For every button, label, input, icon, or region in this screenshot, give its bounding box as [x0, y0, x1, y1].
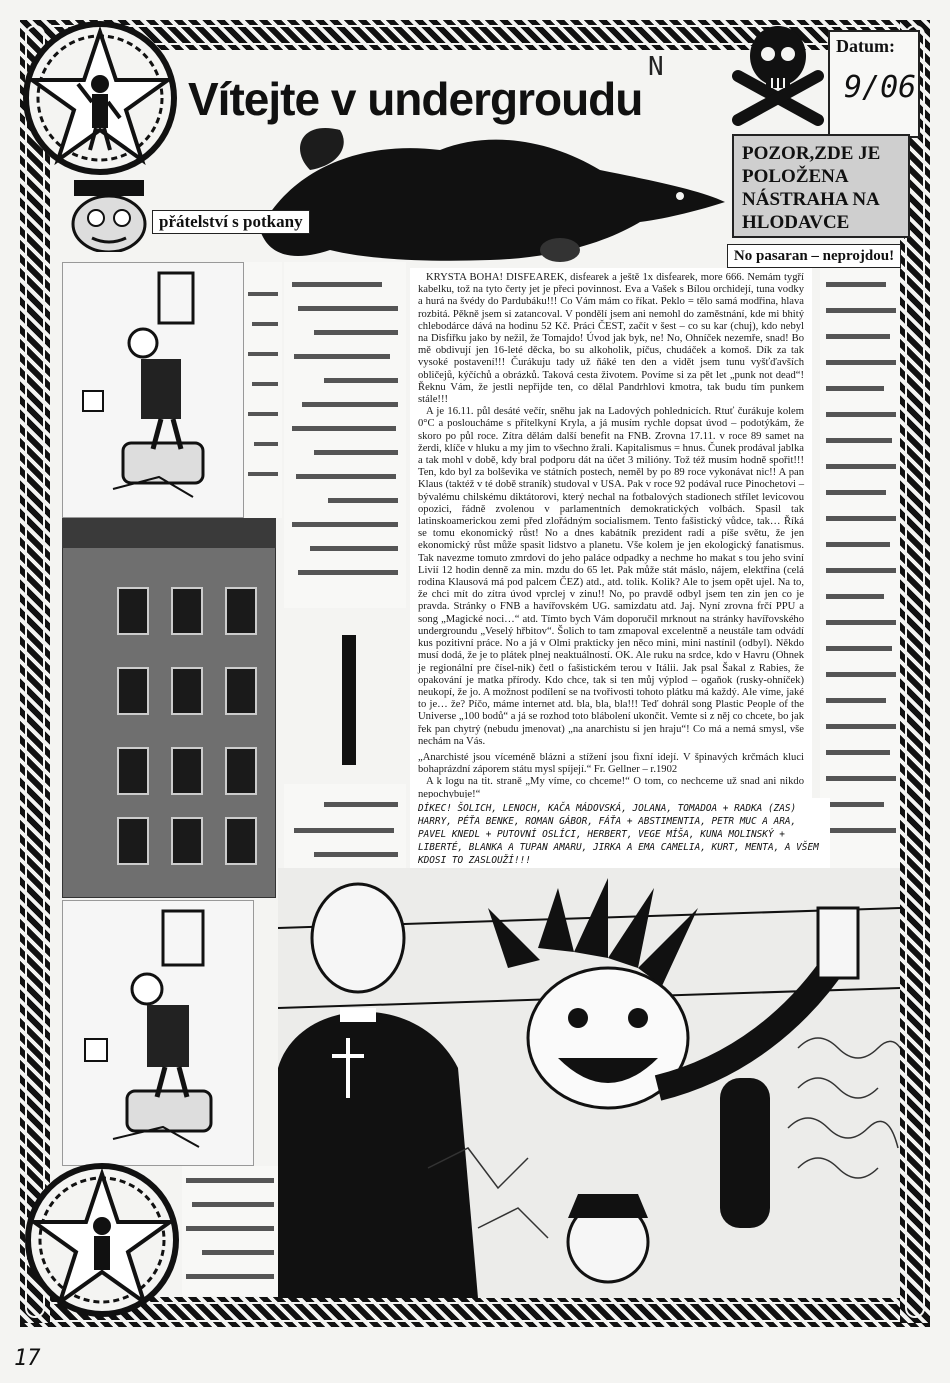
page-title: Vítejte v undergroudu [188, 73, 643, 125]
mirrored-text-strip [244, 262, 282, 518]
punk-priest-illustration [278, 868, 900, 1298]
article-quote: „Anarchisté jsou víceméně blázni a stížení jsou fixní idejí. V špinavých krčmách kluci bohaprázdní záporem státu mysl spíjejí.“ Fr. Gellner – r.1902 [418, 751, 804, 776]
article-closing: A k logu na tit. straně „My víme, co chceme!“ O tom, co nechceme už snad ani nikdo nepochybuje!“ [418, 776, 804, 798]
celtic-border-left [20, 20, 50, 1323]
date-label: Datum: [836, 36, 895, 56]
friendship-label: přátelství s potkany [152, 210, 310, 234]
slogan-label: No pasaran – neprojdou! [727, 244, 901, 268]
star-emblem-bottom-icon [22, 1160, 182, 1320]
star-emblem-icon [20, 18, 180, 178]
date-value: 9/06 [844, 70, 917, 105]
thanks-note: DÍKEC! ŠOLICH, LENOCH, KAČA MÁDOVSKÁ, JOLANA, TOMADOA + RADKA (ZAS) HARRY, PÉŤA BENKE, ROMAN GÁBOR, FÁŤA + ABSTIMENTIA, PETR MUC A ARA, PAVEL KNEDL + PUTOVNÍ OSLÍCI, HERBERT, VEGE MÍŠA, KUNA MOLINSKÝ + LIBERTÉ, BLANKA A TUPAN AMARU, JIRKA A EMA CAMELIA, KURT, MENTA, A VŠEM KDOSI TO ZASLOUŽÍ!!! [410, 798, 830, 870]
article-body [410, 268, 812, 798]
date-box [828, 30, 920, 138]
title-correction: N [648, 52, 664, 82]
cartoon-face [64, 180, 154, 252]
mirrored-text-right [820, 268, 900, 868]
mirrored-text-column [284, 262, 406, 608]
warning-box: POZOR,ZDE JE POLOŽENA NÁSTRAHA NA HLODAVCE [732, 134, 910, 238]
article-paragraph-2: A je 16.11. půl desáté večír, sněhu jak na Ladových pohlednicích. Rtuť čurákuje kolem 0°C a posloucháme s přítelkyní Kryla, a já musím rychle dopsat úvod – podotýkám, že skoro po půl roce. Zítra dělám další benefit na FNB. Zrovna 17.11. v roce 89 samet na žerdi, klíče v hluku a my jim to všechno žrali. Kapitalismus = hnus. Čunek prodával jablka a tak mohl v době, kdy bral podporu dát na účet 3 milióny. Tož též musím hodně spořit!!! Ten, kdo byl za bolševika ve státních postech, neměl by po 89 roce vykonávat nic!! A pan Klaus (taktéž v té době straník) studoval v USA. Pak v roce 92 podával ruce Pinochetovi – bývalému chilskému diktátorovi, který nechal na fotbalových stadionech střílet levicovou opozici, řádně zvolenou v parlamentních demokratických volbách. Spasil tak latinskoamerickou zemi před zlořádným socialismem. Tento fašistický vůdce, tak… Říká se tomu ekonomický růst! No a dnes kabátník prezident radí a píše světu, že jen ekonomický růst může spasit lidstvo a planetu. Vše kolem je jen ekologický fanatismus. Tak navezme tomuto zmrdovi do jeho paláce odpadky a nechme ho makat s tou jeho sviní Livií 12 hodin denně za min. mzdu do 65 let. Pak může stát máslo, nájem, elektřina (celá rodina Klausová má pod palcem ČEZ) atd., atd. tolik. Kolik? Ale to jsem opět ujel. Na to, že chci mít do zítra úvod vprclej v zinu!! No, po pravdě odbyl jsem ten zin jen co je pravda. Stránky o FNB a havířovském UG. samizdatu atd. Jaj. Nyní zrovna frčí PPU a song „Magické noci…“ atd. Tímto bych Vám doporučil mrknout na stránky havířovského undergroundu „Veselý hřbitov“. Šolich to tam zmapoval excelentně a neustále tam odvádí kus pozitivní práce. No a já v Olmi prakticky jen něco mini, mini nastínil (odbyl). Někdo musí dodá, že je to plátek plnej neaktuálností. OK. Ale ruku na srdce, kdo v Havru (Ohnek je regionální pre čísel-nik) četl o fašistickém terou v Itálii. Jak psal Šakal z Rabies, že opakování je matka přírody. Kdo chce, tak si ten můj výplod – ogaňok (rusky-ohníček) neukopí, že jo. A možnost podílení se na tvořivosti tohoto plátku má každý. Ale víme, jaké to je… že? Píčo, máme internet atd. bla, bla, bla!!! Teď dohrál song Plastic People of the Universe „100 bodů“ a já se rozhod toto blábolení ukončit. Vemte si z něj co chcete, bo jak řek pan chytrý (nebudu jmenovat) „na anarchistu si jen hraju“! Co má a nemá smysl, vše nechám na Vás. [418, 406, 804, 747]
page-number: 17 [14, 1346, 41, 1371]
cartoon-toilet-top [62, 262, 244, 518]
rat-icon [230, 110, 730, 270]
mirrored-text-lower [284, 784, 406, 868]
building-photo [62, 518, 276, 898]
skull-crossbones-icon [728, 16, 828, 126]
decorative-bar [342, 635, 356, 765]
mirrored-text-bottom [182, 1166, 278, 1296]
article-paragraph-1: KRYSTA BOHA! DISFEAREK, disfearek a ještě 1x disfearek, more 666. Nemám tygří kabelku, tož na tyto čerty jet je přeci povinnost. Eva a Vašek s Bílou orchidejí, tuna vodky a hurá na švédy do Pardubáku!!! Co Vám mám co říkat. Peklo = tělo samá modřina, hlava rozbitá. Pěkně jsem si zatancoval. V pondělí jsem ani nemohl do zaměstnání, kde mi bhitý chlebodárce dává na hodinu 52 Kč. Práci ČEST, začít v šest – co su kar (chuj), kdo nebyl na Disfiřku jako by nežil, že Tomajdo! Úvod jak byk, ne! No, Ohníček nezemře, snad! Bo mě obdivují jen 16-leté děcka, bo su alkoholik, píčus, chudáček a komoš. Dík za tak vysoké postavení!!! Čurákuju tady už ňáké ten den a vidět jsem tunu vyšťďavších obličejů, kýčíchů a obrázků. Taková cesta životem. Povíme si za pět let „punk not dead“! Řeknu Vám, že jestli nepřijde ten, co dělal Pandrhlovi kmotra, tak budu tím punkem stále!!! [418, 272, 804, 406]
cartoon-toilet-bottom [62, 900, 254, 1166]
